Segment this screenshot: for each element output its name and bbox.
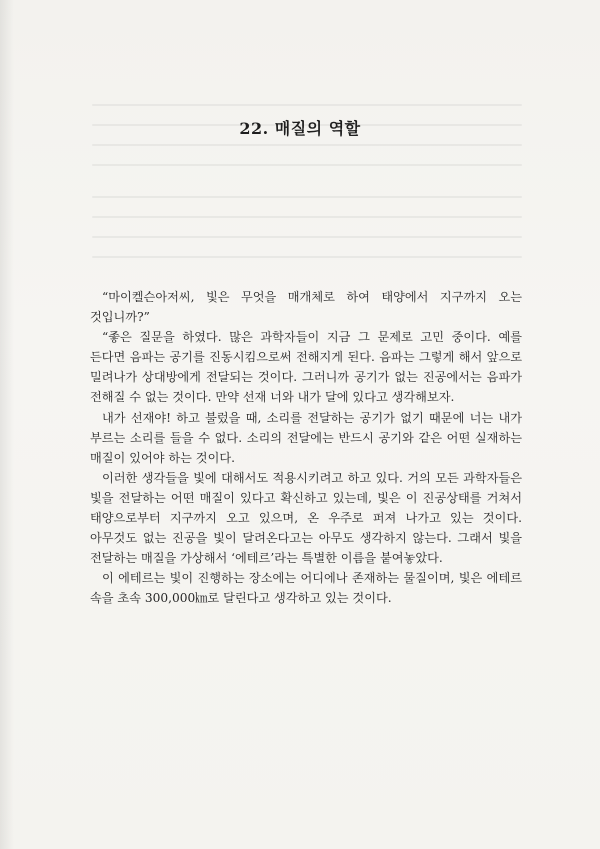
paragraph: 이러한 생각들을 빛에 대해서도 적용시키려고 하고 있다. 거의 모든 과학자들은 빛을 전달하는 어떤 매질이 있다고 확신하고 있는데, 빛은 이 진공상태를 거쳐서 태양으로부터 지구까지 오고 있으며, 온 우주로 퍼져 나가고 있는 것이다. 아무것도 없는 진공을 빛이 달려온다고는 아무도 생각하지 않는다. 그래서 빛을 전달하는 매질을 가상해서 ‘에테르’라는 특별한 이름을 붙여놓았다.	[90, 470, 522, 566]
paragraph: 내가 선재야! 하고 불렀을 때, 소리를 전달하는 공기가 없기 때문에 너는 내가 부르는 소리를 들을 수 없다. 소리의 전달에는 반드시 공기와 같은 어떤 실재하는 매질이 있어야 하는 것이다.	[90, 410, 522, 465]
bleed-through-line	[92, 216, 522, 218]
body-text	[90, 287, 522, 609]
bleed-through-line	[92, 256, 522, 258]
bleed-through-line	[92, 196, 522, 198]
paragraph: “마이켈슨아저씨, 빛은 무엇을 매개체로 하여 태양에서 지구까지 오는 것입니까?”	[90, 290, 522, 325]
chapter-title: 22. 매질의 역할	[239, 119, 361, 138]
bleed-through-line	[92, 144, 522, 146]
bleed-through-line	[92, 236, 522, 238]
bleed-through-line	[92, 164, 522, 166]
paragraph: “좋은 질문을 하였다. 많은 과학자들이 지금 그 문제로 고민 중이다. 예를 든다면 음파는 공기를 진동시킴으로써 전해지게 된다. 음파는 그렇게 해서 앞으로 밀려나가 상대방에게 전달되는 것이다. 그러니까 공기가 없는 진공에서는 음파가 전해질 수 없는 것이다. 만약 선재 너와 내가 달에 있다고 생각해보자.	[90, 330, 522, 405]
bleed-through-line	[92, 104, 522, 106]
paragraph: 이 에테르는 빛이 진행하는 장소에는 어디에나 존재하는 물질이며, 빛은 에테르 속을 초속 300,000㎞로 달린다고 생각하고 있는 것이다.	[90, 571, 522, 606]
